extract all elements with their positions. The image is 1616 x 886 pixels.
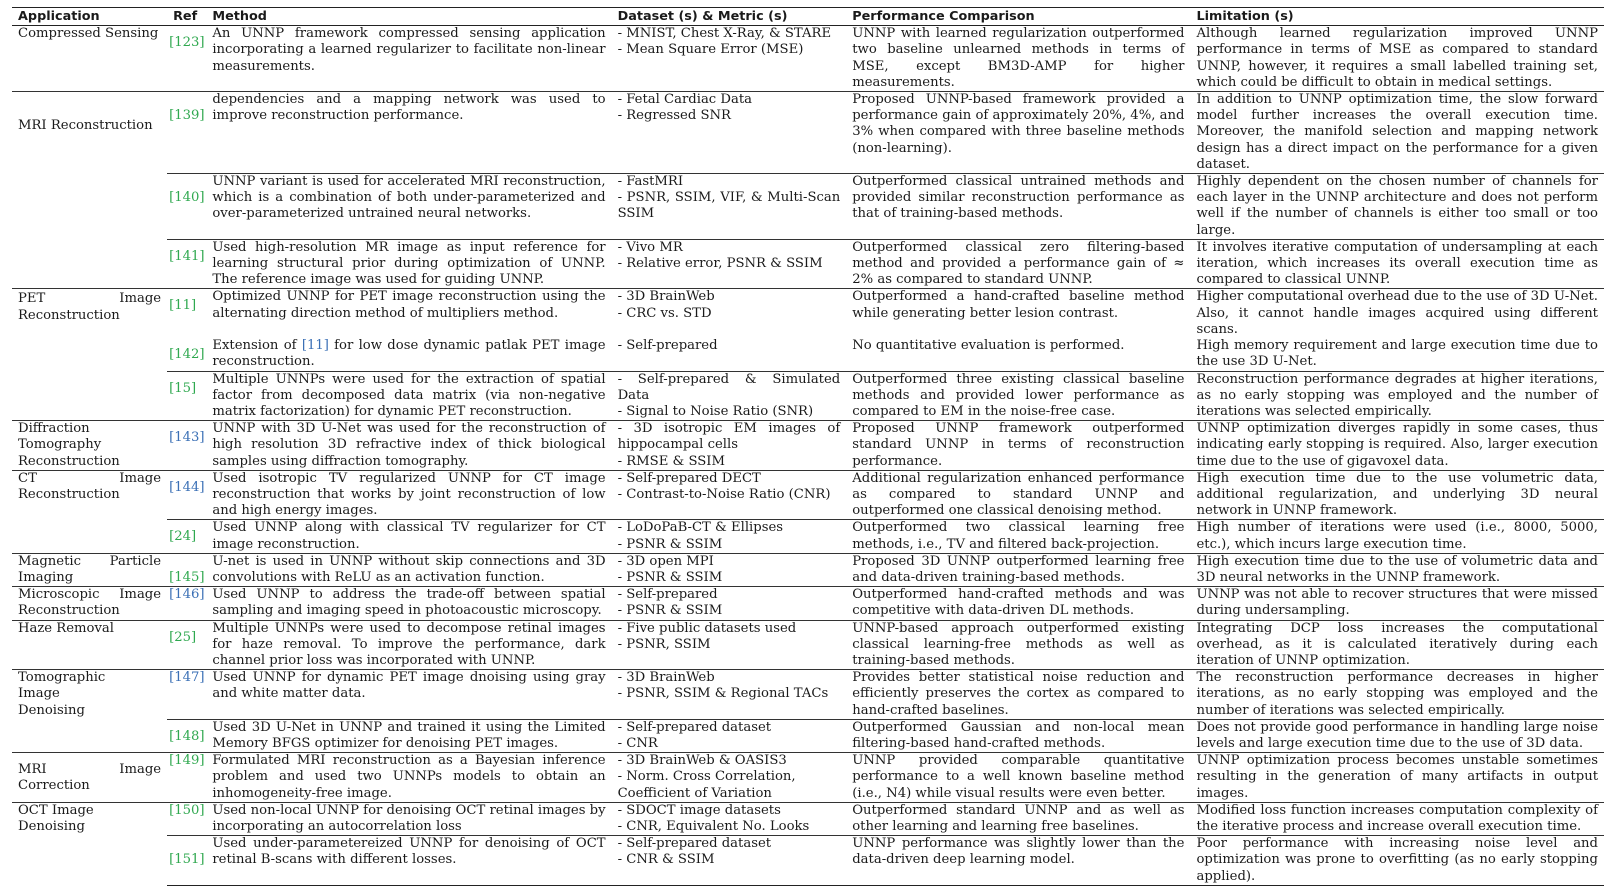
inline-ref-link[interactable]: [11] — [301, 338, 329, 354]
table-row — [12, 421, 1604, 471]
header-application: Application — [12, 8, 167, 26]
method-cell: Used under-parametereized UNNP for denoising of OCT retinal B-scans with different losses. — [206, 836, 611, 886]
performance-cell: Additional regularization enhanced performance as compared to standard UNNP and outperformed one classical denoising method. — [846, 470, 1190, 520]
method-cell: An UNNP framework compressed sensing application incorporating a learned regularizer to facilitate non-linear measurements. — [206, 26, 611, 92]
ref-link[interactable]: [24] — [167, 520, 206, 553]
limitation-cell: UNNP optimization diverges rapidly in some cases, thus indicating early stopping is required. Also, larger execution time due to the use of gigavoxel data. — [1190, 421, 1604, 471]
header-dataset: Dataset (s) & Metric (s) — [612, 8, 847, 26]
ref-link[interactable]: [141] — [167, 239, 206, 289]
method-cell: Used high-resolution MR image as input reference for learning structural prior during optimization of UNNP. The reference image was used for guiding UNNP. — [206, 239, 611, 289]
method-cell: Optimized UNNP for PET image reconstruction using the alternating direction method of multipliers method. — [206, 289, 611, 338]
ref-link[interactable]: [142] — [169, 347, 205, 363]
application-cell: MRI Image Correction — [12, 753, 167, 803]
dataset-cell: - SDOCT image datasets - CNR, Equivalent No. Looks — [612, 802, 847, 835]
table-row — [12, 753, 1604, 803]
performance-cell: Proposed UNNP-based framework provided a performance gain of approximately 20%, 4%, and 3% when compared with three baseline methods (non-learning). — [846, 92, 1190, 174]
limitation-cell: Poor performance with increasing noise level and optimization was prone to overfitting (as no early stopping applied). — [1190, 836, 1604, 886]
table-row — [12, 553, 1604, 586]
method-cell: Formulated MRI reconstruction as a Bayesian inference problem and used two UNNPs models to obtain an inhomogeneity-free image. — [206, 753, 611, 803]
ref-link[interactable]: [149] — [167, 753, 206, 803]
limitation-cell: High execution time due to the use volumetric data, additional regularization, and underlying 3D neural network in UNNP framework. — [1190, 470, 1604, 520]
performance-cell: Outperformed two classical learning free methods, i.e., TV and filtered back-projection. — [846, 520, 1190, 553]
limitation-cell: UNNP was not able to recover structures that were missed during undersampling. — [1190, 587, 1604, 620]
dataset-cell: - 3D isotropic EM images of hippocampal cells - RMSE & SSIM — [612, 421, 847, 471]
header-performance: Performance Comparison — [846, 8, 1190, 26]
ref-link[interactable]: [150] — [167, 802, 206, 835]
method-cell: Used UNNP to address the trade-off between spatial sampling and imaging speed in photoacoustic microscopy. — [206, 587, 611, 620]
dataset-cell: - LoDoPaB-CT & Ellipses - PSNR & SSIM — [612, 520, 847, 553]
performance-cell: Outperformed classical untrained methods and provided similar reconstruction performance as that of training-based methods. — [846, 174, 1190, 240]
header-limitation: Limitation (s) — [1190, 8, 1604, 26]
limitation-cell: High number of iterations were used (i.e., 8000, 5000, etc.), which incurs large execution time. — [1190, 520, 1604, 553]
limitation-cell: The reconstruction performance decreases in higher iterations, as no early stopping was employed and the number of iterations was selected empirically. — [1190, 670, 1604, 720]
table-row — [12, 587, 1604, 620]
limitation-cell: High memory requirement and large execution time due to the use 3D U-Net. — [1196, 338, 1598, 370]
performance-cell: Proposed 3D UNNP outperformed learning free and data-driven training-based methods. — [846, 553, 1190, 586]
ref-link[interactable]: [147] — [167, 670, 206, 720]
limitation-cell: UNNP optimization process becomes unstable sometimes resulting in the generation of many artifacts in output images. — [1190, 753, 1604, 803]
application-cell: Compressed Sensing — [12, 26, 167, 92]
performance-cell: Outperformed Gaussian and non-local mean filtering-based hand-crafted methods. — [846, 719, 1190, 752]
application-cell: PET Image Reconstruction — [12, 289, 167, 421]
table-row — [12, 26, 1604, 92]
header-ref: Ref — [167, 8, 206, 26]
application-cell: Magnetic Particle Imaging — [12, 553, 167, 586]
performance-cell: Provides better statistical noise reduction and efficiently preserves the cortex as compared to hand-crafted baselines. — [846, 670, 1190, 720]
method-cell: Multiple UNNPs were used for the extraction of spatial factor from decomposed data matrix (via non-negative matrix factorization) for dynamic PET reconstruction. — [206, 371, 611, 421]
dataset-cell: - Self-prepared dataset - CNR & SSIM — [612, 836, 847, 886]
method-cell: Used isotropic TV regularized UNNP for CT image reconstruction that works by joint reconstruction of low and high energy images. — [206, 470, 611, 520]
table-row — [12, 174, 1604, 240]
ref-link[interactable]: [140] — [167, 174, 206, 240]
dataset-cell: - 3D BrainWeb & OASIS3 - Norm. Cross Correlation, Coefficient of Variation — [612, 753, 847, 803]
dataset-cell: - Self-prepared — [617, 338, 718, 354]
application-cell: Microscopic Image Reconstruction — [12, 587, 167, 620]
ref-link[interactable]: [148] — [167, 719, 206, 752]
table-header-row — [12, 8, 1604, 26]
method-cell: UNNP with 3D U-Net was used for the reconstruction of high resolution 3D refractive index of thick biological samples using diffraction tomography. — [206, 421, 611, 471]
ref-link[interactable]: [11] — [167, 289, 206, 338]
method-cell: Used non-local UNNP for denoising OCT retinal images by incorporating an autocorrelation loss — [206, 802, 611, 835]
ref-link[interactable]: [139] — [167, 92, 206, 174]
method-cell: Used 3D U-Net in UNNP and trained it using the Limited Memory BFGS optimizer for denoising PET images. — [206, 719, 611, 752]
method-cell: dependencies and a mapping network was used to improve reconstruction performance. — [206, 92, 611, 174]
dataset-cell: - Self-prepared dataset - CNR — [612, 719, 847, 752]
performance-cell: UNNP with learned regularization outperformed two baseline unlearned methods in terms of MSE, except BM3D-AMP for higher measurements. — [846, 26, 1190, 92]
performance-cell: UNNP performance was slightly lower than the data-driven deep learning model. — [846, 836, 1190, 886]
dataset-cell: - 3D BrainWeb - CRC vs. STD — [612, 289, 847, 338]
performance-cell: Outperformed hand-crafted methods and was competitive with data-driven DL methods. — [846, 587, 1190, 620]
dataset-cell: - Self-prepared & Simulated Data - Signal to Noise Ratio (SNR) — [612, 371, 847, 421]
dataset-cell: - 3D open MPI - PSNR & SSIM — [612, 553, 847, 586]
application-cell: Tomographic Image Denoising — [12, 670, 167, 753]
table-row — [12, 470, 1604, 520]
dataset-cell: - MNIST, Chest X-Ray, & STARE - Mean Square Error (MSE) — [612, 26, 847, 92]
limitation-cell: Higher computational overhead due to the use of 3D U-Net. Also, it cannot handle images acquired using different scans. — [1190, 289, 1604, 338]
ref-link[interactable]: [145] — [167, 553, 206, 586]
application-cell: CT Image Reconstruction — [12, 470, 167, 553]
dataset-cell: - FastMRI - PSNR, SSIM, VIF, & Multi-Scan SSIM — [612, 174, 847, 240]
ref-link[interactable]: [123] — [167, 26, 206, 92]
table-row — [12, 836, 1604, 886]
method-cell: U-net is used in UNNP without skip connections and 3D convolutions with ReLU as an activation function. — [206, 553, 611, 586]
method-cell: Used UNNP for dynamic PET image dnoising using gray and white matter data. — [206, 670, 611, 720]
performance-cell: Outperformed three existing classical baseline methods and provided lower performance as compared to EM in the noise-free case. — [846, 371, 1190, 421]
performance-cell: UNNP provided comparable quantitative performance to a well known baseline method (i.e., N4) while visual results were even better. — [846, 753, 1190, 803]
method-cell: Extension of [11] for low dose dynamic patlak PET image reconstruction. — [212, 338, 606, 370]
application-cell: Diffraction Tomography Reconstruction — [12, 421, 167, 471]
table-row — [12, 802, 1604, 835]
performance-cell: UNNP-based approach outperformed existing classical learning-free methods as well as training-based methods. — [846, 620, 1190, 670]
dataset-cell: - Five public datasets used - PSNR, SSIM — [612, 620, 847, 670]
performance-cell: Outperformed standard UNNP and as well as other learning and learning free baselines. — [846, 802, 1190, 835]
limitation-cell: Modified loss function increases computation complexity of the iterative process and increase overall execution time. — [1190, 802, 1604, 835]
method-cell: Multiple UNNPs were used to decompose retinal images for haze removal. To improve the performance, dark channel prior loss was incorporated with UNNP. — [206, 620, 611, 670]
limitation-cell: Integrating DCP loss increases the computational overhead, as it is calculated iteratively during each iteration of UNNP optimization. — [1190, 620, 1604, 670]
table-row — [12, 92, 1604, 174]
dataset-cell: - Self-prepared DECT - Contrast-to-Noise Ratio (CNR) — [612, 470, 847, 520]
limitation-cell: High execution time due to the use of volumetric data and 3D neural networks in the UNNP framework. — [1190, 553, 1604, 586]
application-cell: MRI Reconstruction — [12, 92, 167, 289]
table-row — [12, 371, 1604, 421]
application-cell: Haze Removal — [12, 620, 167, 670]
ref-link[interactable]: [146] — [167, 587, 206, 620]
application-cell: OCT Image Denoising — [12, 802, 167, 885]
performance-cell: No quantitative evaluation is performed. — [852, 338, 1125, 354]
limitation-cell: Reconstruction performance degrades at higher iterations, as no early stopping was employed and the number of iterations was selected empirically. — [1190, 371, 1604, 421]
dataset-cell: - Self-prepared - PSNR & SSIM — [612, 587, 847, 620]
header-method: Method — [206, 8, 611, 26]
table-row — [12, 719, 1604, 752]
performance-cell: Proposed UNNP framework outperformed standard UNNP in terms of reconstruction performance. — [846, 421, 1190, 471]
method-cell: Used UNNP along with classical TV regularizer for CT image reconstruction. — [206, 520, 611, 553]
ref-link[interactable]: [144] — [167, 470, 206, 520]
method-cell: UNNP variant is used for accelerated MRI reconstruction, which is a combination of both under-parameterized and over-parameterized untrained neural networks. — [206, 174, 611, 240]
table-row — [12, 670, 1604, 720]
dataset-cell: - 3D BrainWeb - PSNR, SSIM & Regional TACs — [612, 670, 847, 720]
table-row — [12, 289, 1604, 338]
limitation-cell: Highly dependent on the chosen number of channels for each layer in the UNNP architecture and does not perform well if the number of channels is either too small or too large. — [1190, 174, 1604, 240]
ref-link[interactable]: [15] — [167, 371, 206, 421]
limitation-cell: In addition to UNNP optimization time, the slow forward model further increases the overall execution time. Moreover, the manifold selection and mapping network design has a direct impact on the performance for a given dataset. — [1190, 92, 1604, 174]
limitation-cell: Although learned regularization improved UNNP performance in terms of MSE as compared to standard UNNP, however, it requires a small labelled training set, which could be difficult to obtain in medical settings. — [1190, 26, 1604, 92]
table-row — [12, 338, 1604, 371]
table-row — [12, 520, 1604, 553]
performance-cell: Outperformed classical zero filtering-based method and provided a performance gain of ≈ 2% as compared to standard UNNP. — [846, 239, 1190, 289]
ref-link[interactable]: [25] — [167, 620, 206, 670]
ref-link[interactable]: [151] — [167, 836, 206, 886]
table-row — [12, 239, 1604, 289]
limitation-cell: It involves iterative computation of undersampling at each iteration, which increases its overall execution time as compared to classical UNNP. — [1190, 239, 1604, 289]
survey-table — [12, 7, 1604, 886]
dataset-cell: - Fetal Cardiac Data - Regressed SNR — [612, 92, 847, 174]
ref-link[interactable]: [143] — [167, 421, 206, 471]
table-row — [12, 620, 1604, 670]
performance-cell: Outperformed a hand-crafted baseline method while generating better lesion contrast. — [846, 289, 1190, 338]
limitation-cell: Does not provide good performance in handling large noise levels and large execution time due to the use of 3D data. — [1190, 719, 1604, 752]
dataset-cell: - Vivo MR - Relative error, PSNR & SSIM — [612, 239, 847, 289]
